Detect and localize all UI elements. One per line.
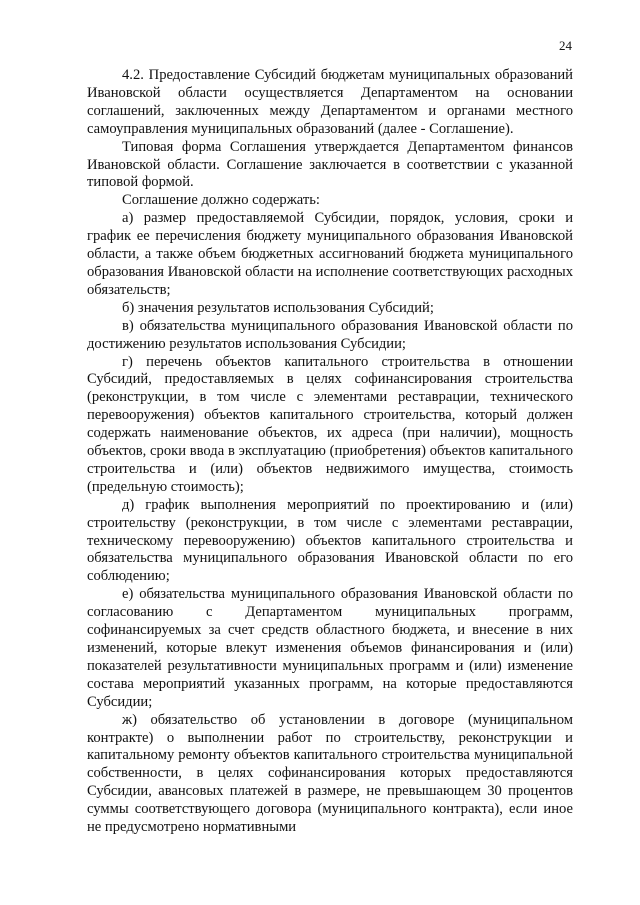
document-body <box>87 67 573 837</box>
list-item-e: е) обязательства муниципального образования Ивановской области по согласованию с Департаментом муниципальных программ, софинансируемых за счет средств областного бюджета, и внесение в них изменений, которые влекут изменения объемов финансирования и (или) показателей результативности муниципальных программ и (или) изменение состава мероприятий указанных программ, на которые предоставляются Субсидии; <box>87 586 573 710</box>
list-item-zh: ж) обязательство об установлении в договоре (муниципальном контракте) о выполнении работ по строительству, реконструкции и капитальному ремонту объектов капитального строительства муниципальной собственности, в целях софинансирования которых предоставляются Субсидии, авансовых платежей в размере, не превышающем 30 процентов суммы соответствующего договора (муниципального контракта), если иное не предусмотрено нормативными <box>87 711 573 836</box>
list-item-g: г) перечень объектов капитального строительства в отношении Субсидий, предоставляемых в целях софинансирования строительства (реконструкции, в том числе с элементами реставрации, технического перевооружения) объектов капитального строительства, который должен содержать наименование объектов, их адреса (при наличии), мощность объектов, сроки ввода в эксплуатацию (приобретения) объектов капитального строительства и (или) объектов недвижимого имущества, стоимость (предельную стоимость); <box>87 353 573 495</box>
list-item-a: а) размер предоставляемой Субсидии, порядок, условия, сроки и график ее перечисления бюджету муниципального образования Ивановской области, а также объем бюджетных ассигнований бюджета муниципального образования Ивановской области на исполнение соответствующих расходных обязательств; <box>87 210 573 298</box>
paragraph-typical-form: Типовая форма Соглашения утверждается Департаментом финансов Ивановской области. Соглашение заключается в соответствии с указанной типовой формой. <box>87 138 573 191</box>
list-item-b: б) значения результатов использования Субсидий; <box>122 299 434 316</box>
list-item-v: в) обязательства муниципального образования Ивановской области по достижению результатов использования Субсидии; <box>87 317 573 352</box>
list-item-d: д) график выполнения мероприятий по проектированию и (или) строительству (реконструкции, в том числе с элементами реставрации, техническому перевооружению) объектов капитального строительства и обязательства муниципального образования Ивановской области по его соблюдению; <box>87 496 573 585</box>
paragraph-agreement-contents: Соглашение должно содержать: <box>122 192 320 209</box>
page-number: 24 <box>559 38 572 53</box>
paragraph-4-2: 4.2. Предоставление Субсидий бюджетам муниципальных образований Ивановской области осуществляется Департаментом на основании соглашений, заключенных между Департаментом и органами местного самоуправления муниципальных образований (далее - Соглашение). <box>87 67 573 137</box>
